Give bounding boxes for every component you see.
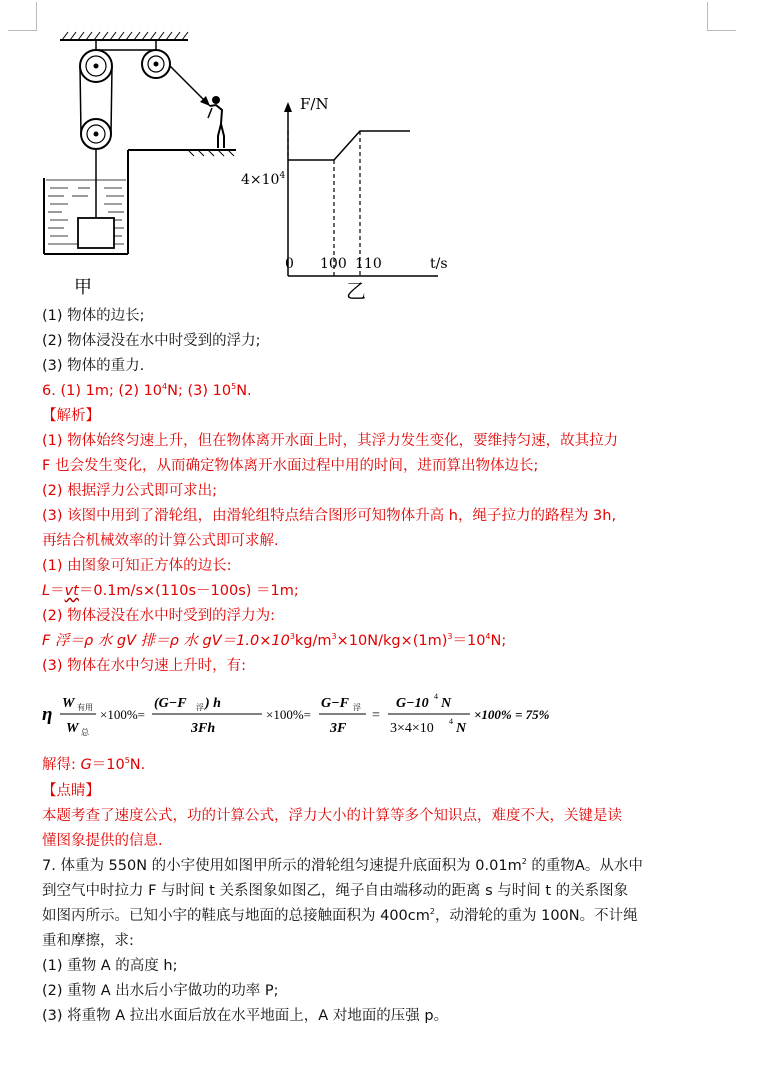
x-tick-110: 110: [355, 256, 382, 272]
problem7-line-3: 如图丙所示。已知小宇的鞋底与地面的总接触面积为 $400cm^2$，动滑轮的重为 100N。不计绳: [42, 907, 638, 924]
x-tick-0: 0: [285, 256, 294, 272]
question-3: (3) 物体的重力.: [42, 358, 145, 374]
comment-line-1: 本题考查了速度公式，功的计算公式，浮力大小的计算等多个知识点，难度不大，关键是读: [42, 808, 622, 824]
frac2-den: 3Fh: [191, 721, 216, 736]
crop-mark-top-right: [707, 2, 736, 31]
step-1-equation: L＝vt＝0.1m/s×(110s－100s) ＝1m;: [42, 583, 299, 599]
force-time-graph: [238, 88, 438, 328]
problem7-line-4: 重和摩擦，求:: [42, 933, 134, 949]
frac2-num-sub: 浮: [196, 703, 204, 712]
w-total: W: [66, 721, 79, 736]
problem7-line-1: 7. 体重为 550N 的小宇使用如图甲所示的滑轮组匀速提升底面积为 $0.01m^2$ 的重物A。从水中: [42, 857, 643, 874]
times-100-a: ×100%=: [100, 707, 145, 722]
w-total-sub: 总: [81, 728, 89, 737]
analysis-p3a: (3) 该图中用到了滑轮组，由滑轮组特点结合图形可知物体升高 h，绳子拉力的路程为 3h,: [42, 508, 617, 524]
analysis-p2: (2) 根据浮力公式即可求出;: [42, 483, 218, 499]
force-series-line: [288, 131, 410, 160]
crop-mark-top-left: [8, 2, 37, 31]
frac4-num-exp: 4: [434, 692, 438, 701]
frac2-num: (G−F: [154, 696, 187, 711]
frac2-num-end: ) h: [205, 696, 221, 711]
w-useful: W: [62, 696, 75, 711]
efficiency-formula: [38, 688, 598, 740]
figure-label-jia: 甲: [74, 277, 92, 298]
comment-title: 【点睛】: [42, 783, 100, 799]
question-2: (2) 物体浸没在水中时受到的浮力;: [42, 333, 261, 349]
y-axis-label: F/N: [300, 95, 329, 113]
figures: [38, 28, 468, 303]
analysis-p1a: (1) 物体始终匀速上升，但在物体离开水面上时，其浮力发生变化，要维持匀速，故其拉力: [42, 433, 619, 449]
x-tick-100: 100: [320, 256, 347, 272]
problem7-q1: (1) 重物 A 的高度 h;: [42, 958, 178, 974]
frac4-num-unit: N: [441, 696, 452, 711]
figure-label-yi: 乙: [346, 279, 366, 303]
step-3-title: (3) 物体在水中匀速上升时，有:: [42, 658, 247, 674]
formula-result: ×100% = 75%: [474, 707, 550, 722]
frac4-den-exp: 4: [449, 717, 453, 726]
frac4-den: 3×4×10: [390, 721, 434, 736]
problem7-line-2: 到空气中时拉力 F 与时间 t 关系图象如图乙，绳子自由端移动的距离 s 与时间 t 的关系图象: [42, 883, 629, 899]
question-1: (1) 物体的边长;: [42, 308, 145, 324]
times-100-b: ×100%=: [266, 707, 311, 722]
problem7-q2: (2) 重物 A 出水后小宇做功的功率 P;: [42, 983, 279, 999]
step-1-title: (1) 由图象可知正方体的边长:: [42, 558, 232, 574]
step-2-equation: F 浮＝ρ 水 gV 排＝ρ 水 $gV=1.0\times 10^3kg/m^3\times 10N/kg\times(1m)^3=10^4N$;: [42, 632, 507, 649]
analysis-p1b: F 也会发生变化，从而确定物体离开水面过程中用的时间，进而算出物体边长;: [42, 458, 539, 474]
frac3-num: G−F: [321, 696, 349, 711]
x-axis-label: t/s: [430, 256, 448, 272]
w-useful-sub: 有用: [77, 703, 93, 712]
solution-line: 解得: $G=10^5N$.: [42, 756, 146, 773]
frac4-den-unit: N: [456, 721, 467, 736]
eta-symbol: η: [42, 704, 53, 725]
analysis-title: 【解析】: [42, 408, 100, 424]
answer-line: 6. (1) 1m; (2) $10^4N$; (3) $10^5N$.: [42, 382, 252, 399]
problem7-q3: (3) 将重物 A 拉出水面后放在水平地面上，A 对地面的压强 p。: [42, 1008, 449, 1024]
comment-line-2: 懂图象提供的信息.: [42, 833, 163, 849]
y-tick-label: $4\times 10^4$: [241, 171, 286, 188]
frac3-num-sub: 浮: [353, 703, 361, 712]
equals-sign: =: [372, 708, 380, 723]
step-2-title: (2) 物体浸没在水中时受到的浮力为:: [42, 608, 276, 624]
frac4-num: G−10: [396, 696, 429, 711]
analysis-p3b: 再结合机械效率的计算公式即可求解.: [42, 533, 279, 549]
frac3-den: 3F: [330, 721, 347, 736]
